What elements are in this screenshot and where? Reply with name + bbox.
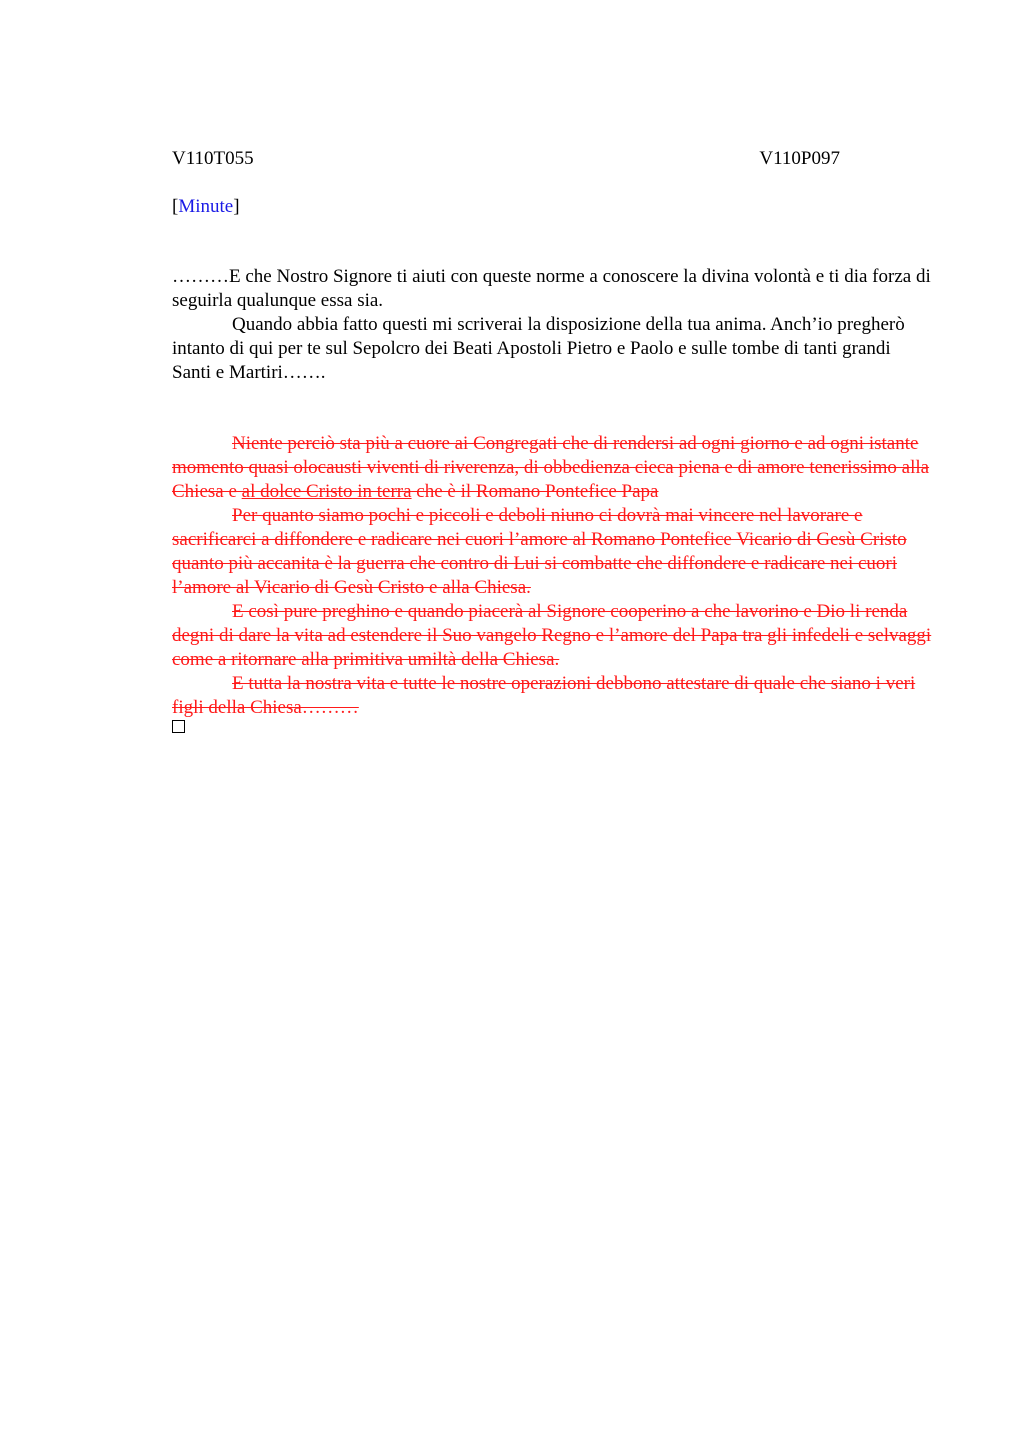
bracket-close: ]	[233, 196, 240, 217]
paragraph-1: ………E che Nostro Signore ti aiuti con queste norme a conoscere la divina volontà e ti dia forza di seguirla qualunque essa sia.	[172, 266, 931, 311]
struck-paragraph-2: Per quanto siamo pochi e piccoli e deboli niuno ci dovrà mai vincere nel lavorare e sacrificarci a diffondere e radicare nei cuori l’amore al Romano Pontefice Vicario di Gesù Cristo quanto più accanita è la guerra che contro di Lui si combatte che diffondere e radicare nei cuori l’amore al Vicario di Gesù Cristo e alla Chiesa.	[172, 505, 907, 598]
bracket-open: [	[172, 196, 179, 217]
page-code: V110P097	[759, 148, 840, 169]
struck-p1-before: Niente perciò sta più a cuore ai Congregati che di rendersi ad ogni giorno e ad ogni istante momento quasi olocausti viventi di riverenza, di obbedienza cieca piena e di amore tenerissimo alla Chiesa e	[172, 433, 930, 502]
letter-body	[172, 265, 932, 385]
struck-paragraph-4: E tutta la nostra vita e tutte le nostre operazioni debbono attestare di quale che siano i veri figli della Chiesa………	[172, 673, 916, 718]
struck-paragraph-3: E così pure preghino e quando piacerà al Signore cooperino a che lavorino e Dio li renda degni di dare la vita ad estendere il Suo vangelo Regno e l’amore del Papa tra gli infedeli e selvaggi come a ritornare alla primitiva umiltà della Chiesa.	[172, 601, 932, 670]
struck-through-section	[172, 432, 932, 720]
struck-p1-underlined: al dolce Cristo in terra	[241, 481, 412, 502]
paragraph-2: Quando abbia fatto questi mi scriverai la disposizione della tua anima. Anch’io pregherò intanto di qui per te sul Sepolcro dei Beati Apostoli Pietro e Paolo e sulle tombe di tanti grandi Santi e Martiri…….	[172, 314, 905, 383]
struck-paragraph-1	[172, 432, 932, 504]
checkbox-square[interactable]	[172, 720, 185, 733]
minute-label	[172, 195, 240, 219]
document-code: V110T055	[172, 148, 254, 169]
minute-link[interactable]: Minute	[178, 196, 234, 217]
struck-p1-after: che è il Romano Pontefice Papa	[411, 481, 659, 502]
